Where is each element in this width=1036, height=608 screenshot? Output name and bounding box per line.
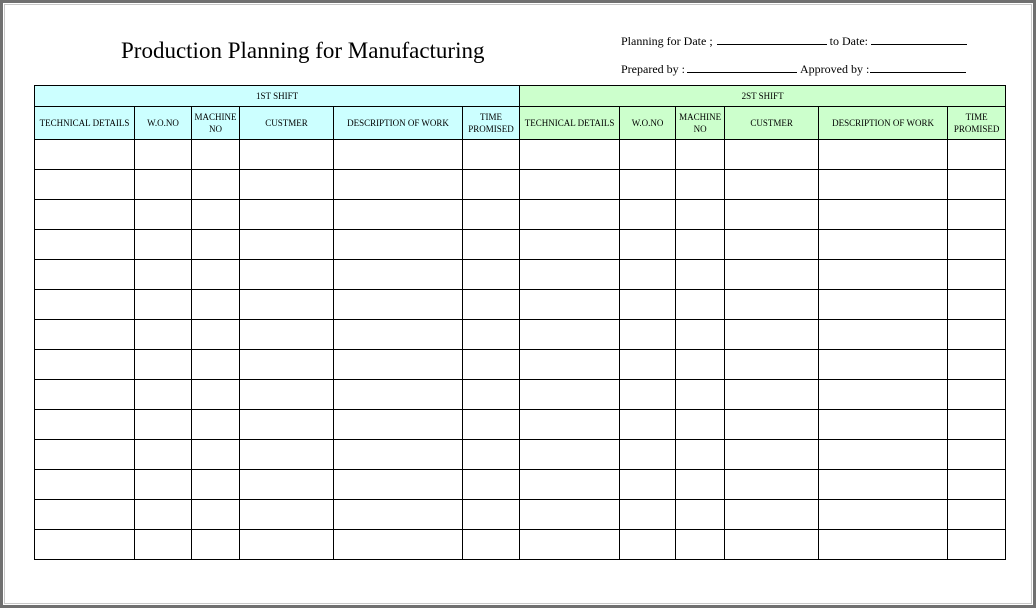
table-cell[interactable] [334, 200, 463, 230]
col-technical-details: TECHNICAL DETAILS [520, 107, 620, 140]
table-cell[interactable] [135, 260, 192, 290]
table-cell[interactable] [620, 410, 676, 440]
table-cell[interactable] [135, 350, 192, 380]
table-cell[interactable] [192, 440, 240, 470]
table-cell[interactable] [192, 320, 240, 350]
table-row [35, 500, 1006, 530]
table-cell[interactable] [819, 140, 948, 170]
table-cell[interactable] [620, 380, 676, 410]
table-cell[interactable] [948, 380, 1006, 410]
table-cell[interactable] [240, 440, 334, 470]
table-row [35, 230, 1006, 260]
table-cell[interactable] [725, 260, 819, 290]
table-cell[interactable] [620, 170, 676, 200]
table-cell[interactable] [520, 500, 620, 530]
table-cell[interactable] [334, 140, 463, 170]
table-cell[interactable] [463, 470, 520, 500]
table-cell[interactable] [334, 350, 463, 380]
table-cell[interactable] [463, 290, 520, 320]
table-cell[interactable] [135, 380, 192, 410]
col-time-promised: TIME PROMISED [463, 107, 520, 140]
table-row [35, 290, 1006, 320]
table-cell[interactable] [620, 230, 676, 260]
table-cell[interactable] [35, 230, 135, 260]
table-cell[interactable] [192, 200, 240, 230]
table-cell[interactable] [35, 140, 135, 170]
table-cell[interactable] [819, 290, 948, 320]
planning-for-date-label: Planning for Date ; [621, 34, 713, 48]
table-cell[interactable] [520, 140, 620, 170]
table-cell[interactable] [463, 200, 520, 230]
table-cell[interactable] [35, 530, 135, 560]
table-cell[interactable] [135, 410, 192, 440]
planning-to-date-field[interactable] [871, 34, 967, 45]
col-machine-no: MACHINE NO [192, 107, 240, 140]
table-cell[interactable] [620, 140, 676, 170]
table-cell[interactable] [948, 290, 1006, 320]
table-cell[interactable] [135, 230, 192, 260]
table-cell[interactable] [725, 140, 819, 170]
table-cell[interactable] [463, 530, 520, 560]
table-cell[interactable] [463, 410, 520, 440]
table-cell[interactable] [948, 200, 1006, 230]
table-cell[interactable] [135, 500, 192, 530]
table-cell[interactable] [819, 200, 948, 230]
table-cell[interactable] [948, 350, 1006, 380]
table-cell[interactable] [35, 440, 135, 470]
table-cell[interactable] [819, 380, 948, 410]
table-cell[interactable] [334, 320, 463, 350]
table-cell[interactable] [35, 200, 135, 230]
prepared-by-field[interactable] [687, 62, 797, 73]
table-cell[interactable] [819, 230, 948, 260]
table-row [35, 350, 1006, 380]
table-cell[interactable] [725, 530, 819, 560]
table-cell[interactable] [135, 140, 192, 170]
table-cell[interactable] [620, 470, 676, 500]
col-customer: CUSTMER [725, 107, 819, 140]
table-cell[interactable] [676, 140, 725, 170]
table-cell[interactable] [725, 410, 819, 440]
col-technical-details: TECHNICAL DETAILS [35, 107, 135, 140]
table-cell[interactable] [620, 320, 676, 350]
table-cell[interactable] [334, 230, 463, 260]
table-cell[interactable] [240, 320, 334, 350]
table-cell[interactable] [676, 290, 725, 320]
table-cell[interactable] [334, 290, 463, 320]
table-cell[interactable] [676, 170, 725, 200]
table-cell[interactable] [240, 500, 334, 530]
prepared-approved-line [621, 62, 966, 77]
table-row [35, 170, 1006, 200]
table-cell[interactable] [334, 170, 463, 200]
table-cell[interactable] [620, 500, 676, 530]
table-cell[interactable] [192, 530, 240, 560]
table-cell[interactable] [35, 170, 135, 200]
table-row [35, 200, 1006, 230]
table-cell[interactable] [676, 530, 725, 560]
table-cell[interactable] [948, 320, 1006, 350]
table-cell[interactable] [192, 230, 240, 260]
table-cell[interactable] [725, 500, 819, 530]
table-body [35, 140, 1006, 560]
col-customer: CUSTMER [240, 107, 334, 140]
table-cell[interactable] [463, 320, 520, 350]
table-cell[interactable] [463, 380, 520, 410]
table-cell[interactable] [135, 170, 192, 200]
table-cell[interactable] [240, 230, 334, 260]
table-cell[interactable] [948, 470, 1006, 500]
table-cell[interactable] [948, 260, 1006, 290]
table-cell[interactable] [520, 200, 620, 230]
table-cell[interactable] [35, 320, 135, 350]
table-cell[interactable] [35, 380, 135, 410]
table-cell[interactable] [676, 350, 725, 380]
table-cell[interactable] [520, 170, 620, 200]
table-cell[interactable] [725, 350, 819, 380]
table-cell[interactable] [620, 530, 676, 560]
table-cell[interactable] [240, 350, 334, 380]
table-cell[interactable] [948, 530, 1006, 560]
table-cell[interactable] [135, 470, 192, 500]
table-cell[interactable] [135, 530, 192, 560]
table-cell[interactable] [948, 140, 1006, 170]
col-wo-no: W.O.NO [620, 107, 676, 140]
table-cell[interactable] [676, 470, 725, 500]
table-cell[interactable] [819, 470, 948, 500]
col-machine-no: MACHINE NO [676, 107, 725, 140]
table-cell[interactable] [676, 260, 725, 290]
table-cell[interactable] [192, 170, 240, 200]
table-cell[interactable] [192, 290, 240, 320]
table-row [35, 530, 1006, 560]
table-cell[interactable] [240, 260, 334, 290]
table-cell[interactable] [135, 440, 192, 470]
table-cell[interactable] [35, 410, 135, 440]
table-cell[interactable] [520, 350, 620, 380]
table-row [35, 470, 1006, 500]
table-cell[interactable] [620, 260, 676, 290]
table-cell[interactable] [725, 200, 819, 230]
table-cell[interactable] [334, 500, 463, 530]
table-cell[interactable] [948, 410, 1006, 440]
table-cell[interactable] [819, 530, 948, 560]
document-title: Production Planning for Manufacturing [121, 38, 485, 63]
table-cell[interactable] [725, 380, 819, 410]
table-cell[interactable] [463, 260, 520, 290]
table-cell[interactable] [463, 140, 520, 170]
table-cell[interactable] [240, 410, 334, 440]
to-date-label: to Date: [829, 34, 868, 48]
table-cell[interactable] [819, 350, 948, 380]
table-cell[interactable] [676, 320, 725, 350]
table-cell[interactable] [725, 320, 819, 350]
table-cell[interactable] [819, 410, 948, 440]
table-cell[interactable] [819, 260, 948, 290]
col-description-of-work: DESCRIPTION OF WORK [819, 107, 948, 140]
col-wo-no: W.O.NO [135, 107, 192, 140]
planning-from-date-field[interactable] [717, 34, 827, 45]
table-cell[interactable] [948, 500, 1006, 530]
table-cell[interactable] [520, 470, 620, 500]
table-cell[interactable] [240, 470, 334, 500]
table-cell[interactable] [520, 440, 620, 470]
prepared-by-label: Prepared by : [621, 62, 685, 76]
table-cell[interactable] [240, 140, 334, 170]
table-row [35, 320, 1006, 350]
table-row [35, 140, 1006, 170]
table-cell[interactable] [676, 380, 725, 410]
approved-by-label: Approved by : [799, 62, 870, 76]
table-cell[interactable] [463, 170, 520, 200]
table-cell[interactable] [240, 200, 334, 230]
table-cell[interactable] [819, 500, 948, 530]
table-cell[interactable] [725, 290, 819, 320]
table-cell[interactable] [520, 260, 620, 290]
planning-date-line [621, 34, 967, 49]
shift1-header: 1ST SHIFT [35, 86, 520, 107]
table-row [35, 440, 1006, 470]
table-cell[interactable] [240, 290, 334, 320]
table-cell[interactable] [676, 200, 725, 230]
table-cell[interactable] [725, 440, 819, 470]
table-row [35, 260, 1006, 290]
production-planning-table [34, 85, 1006, 560]
table-cell[interactable] [334, 440, 463, 470]
table-cell[interactable] [676, 230, 725, 260]
table-cell[interactable] [35, 290, 135, 320]
table-cell[interactable] [676, 440, 725, 470]
table-cell[interactable] [135, 200, 192, 230]
table-cell[interactable] [240, 380, 334, 410]
table-cell[interactable] [240, 530, 334, 560]
table-cell[interactable] [620, 350, 676, 380]
table-cell[interactable] [463, 440, 520, 470]
table-cell[interactable] [463, 350, 520, 380]
table-cell[interactable] [192, 260, 240, 290]
table-cell[interactable] [334, 260, 463, 290]
shift2-header: 2ST SHIFT [520, 86, 1006, 107]
table-cell[interactable] [463, 500, 520, 530]
table-cell[interactable] [948, 230, 1006, 260]
table-cell[interactable] [192, 500, 240, 530]
table-cell[interactable] [463, 230, 520, 260]
table-cell[interactable] [620, 290, 676, 320]
table-cell[interactable] [520, 410, 620, 440]
table-cell[interactable] [676, 500, 725, 530]
table-row [35, 410, 1006, 440]
table-row [35, 380, 1006, 410]
table-cell[interactable] [192, 470, 240, 500]
table-cell[interactable] [948, 440, 1006, 470]
table-cell[interactable] [725, 470, 819, 500]
table-cell[interactable] [520, 320, 620, 350]
table-cell[interactable] [334, 380, 463, 410]
table-cell[interactable] [334, 470, 463, 500]
table-cell[interactable] [135, 320, 192, 350]
table-cell[interactable] [725, 230, 819, 260]
table-cell[interactable] [192, 410, 240, 440]
table-cell[interactable] [948, 170, 1006, 200]
table-cell[interactable] [35, 470, 135, 500]
col-description-of-work: DESCRIPTION OF WORK [334, 107, 463, 140]
table-cell[interactable] [620, 440, 676, 470]
table-cell[interactable] [334, 530, 463, 560]
table-cell[interactable] [240, 170, 334, 200]
table-cell[interactable] [819, 170, 948, 200]
table-cell[interactable] [520, 290, 620, 320]
table-cell[interactable] [676, 410, 725, 440]
table-cell[interactable] [520, 380, 620, 410]
table-cell[interactable] [192, 380, 240, 410]
table-cell[interactable] [334, 410, 463, 440]
table-cell[interactable] [192, 140, 240, 170]
table-cell[interactable] [725, 170, 819, 200]
table-cell[interactable] [620, 200, 676, 230]
table-cell[interactable] [35, 350, 135, 380]
table-cell[interactable] [819, 320, 948, 350]
table-cell[interactable] [520, 530, 620, 560]
table-cell[interactable] [192, 350, 240, 380]
table-cell[interactable] [520, 230, 620, 260]
table-cell[interactable] [35, 500, 135, 530]
table-cell[interactable] [35, 260, 135, 290]
table-cell[interactable] [135, 290, 192, 320]
approved-by-field[interactable] [870, 62, 966, 73]
table-cell[interactable] [819, 440, 948, 470]
col-time-promised: TIME PROMISED [948, 107, 1006, 140]
